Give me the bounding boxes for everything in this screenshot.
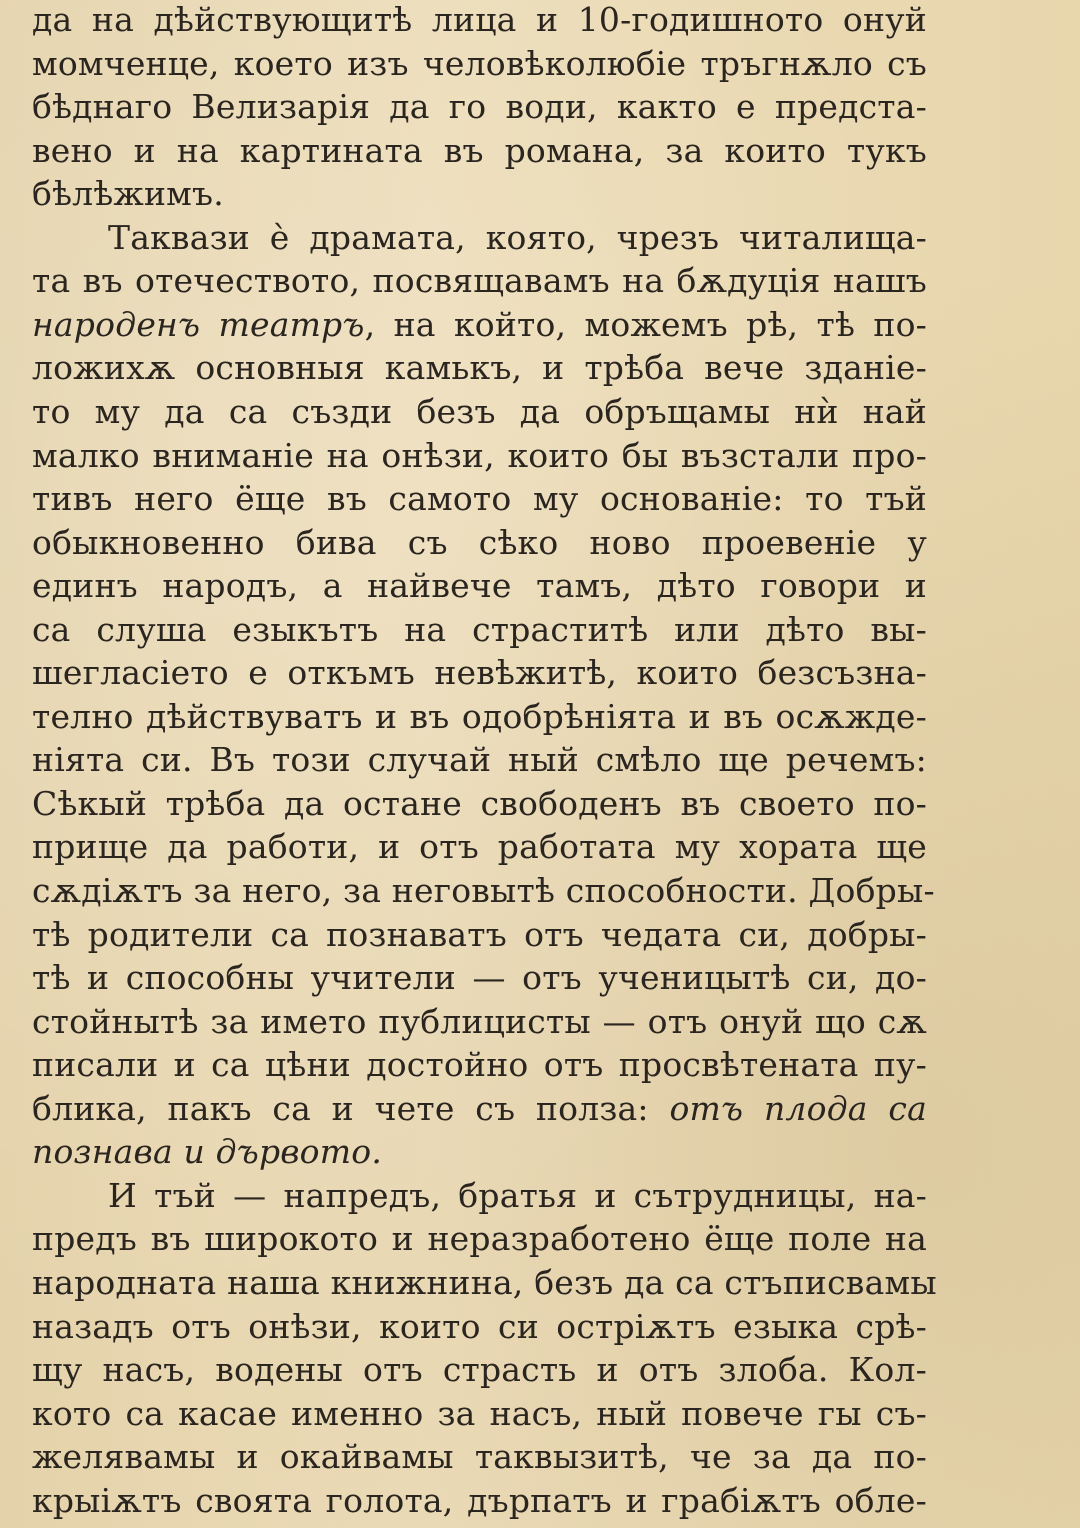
text-line: са слуша езыкътъ на страститѣ или дѣто вы-: [32, 609, 927, 649]
text-line: ложихѫ основныя камькъ, и трѣба вече зданіе-: [32, 348, 927, 388]
text-line: момченце, което изъ человѣколюбіе тръгнѫло съ: [32, 43, 927, 83]
text-line: малко вниманіе на онѣзи, които бы възстали про-: [32, 435, 927, 475]
text-line: Сѣкый трѣба да остане свободенъ въ своето по-: [32, 783, 927, 823]
italic-text: познава и дървото.: [32, 1132, 383, 1172]
text-line: тѣ родители са познаватъ отъ чедата си, добры-: [32, 914, 927, 954]
italic-text: отъ плода са: [669, 1088, 927, 1128]
text-line: желявамы и окайвамы таквызитѣ, че за да по-: [32, 1437, 927, 1477]
text-line: предъ въ широкото и неразработено ёще поле на: [32, 1219, 927, 1259]
text-line: [32, 1087, 927, 1131]
text-line: народната наша книжнина, безъ да са стъписвамы: [32, 1262, 937, 1302]
text-line: тивъ него ёще въ самото му основаніе: то тъй: [32, 479, 927, 519]
text-line: то му да са създи безъ да обръщамы нѝ най: [32, 391, 927, 431]
text-line: вено и на картината въ романа, за които тукъ: [32, 130, 927, 170]
text-line: да на дѣйствующитѣ лица и 10-годишното онуй: [32, 0, 927, 39]
text-line: та въ отечеството, посвящавамъ на бѫдуція нашъ: [32, 261, 927, 301]
text-line: кото са касае именно за насъ, ный повече гы съ-: [32, 1393, 927, 1433]
text-line: бѣлѣжимъ.: [32, 174, 224, 214]
text-line: писали и са цѣни достойно отъ просвѣтената пу-: [32, 1045, 927, 1085]
text-line: сѫдіѫтъ за него, за неговытѣ способности. Добры-: [32, 871, 935, 910]
text-line: И тъй — напредъ, братья и сътрудницы, на-: [108, 1175, 927, 1215]
text-line: Таквази ѐ драмата, която, чрезъ читалища-: [108, 217, 927, 257]
text-span: , на който, можемъ рѣ, тѣ по-: [364, 304, 927, 344]
text-line: [32, 303, 927, 347]
text-line: шегласіето е откъмъ невѣжитѣ, които безсъзна-: [32, 653, 927, 693]
text-line: прище да работи, и отъ работата му хората ще: [32, 827, 927, 867]
text-line: бѣднаго Велизарія да го води, както е предста-: [32, 87, 927, 127]
text-line: крыіѫтъ своята голота, дърпатъ и грабіѫтъ обле-: [32, 1480, 927, 1520]
text-line: стойнытѣ за името публицисты — отъ онуй що сѫ: [32, 1001, 927, 1041]
text-line: ніята си. Въ този случай ный смѣло ще речемъ:: [32, 740, 927, 780]
text-line: назадъ отъ онѣзи, които си остріѫтъ езыка срѣ-: [32, 1306, 927, 1346]
text-line: обыкновенно бива съ сѣко ново проевеніе у: [32, 522, 927, 562]
text-line: щу насъ, водены отъ страсть и отъ злоба. Кол-: [32, 1350, 927, 1390]
text-line: единъ народъ, а найвече тамъ, дѣто говори и: [32, 566, 927, 606]
text-line: [32, 1130, 927, 1174]
italic-text: народенъ театръ: [32, 304, 365, 344]
text-span: блика, пакъ са и чете съ полза:: [32, 1088, 670, 1128]
text-line: телно дѣйствуватъ и въ одобрѣніята и въ осѫжде-: [32, 696, 927, 736]
text-line: тѣ и способны учители — отъ ученицытѣ си, до-: [32, 958, 927, 998]
